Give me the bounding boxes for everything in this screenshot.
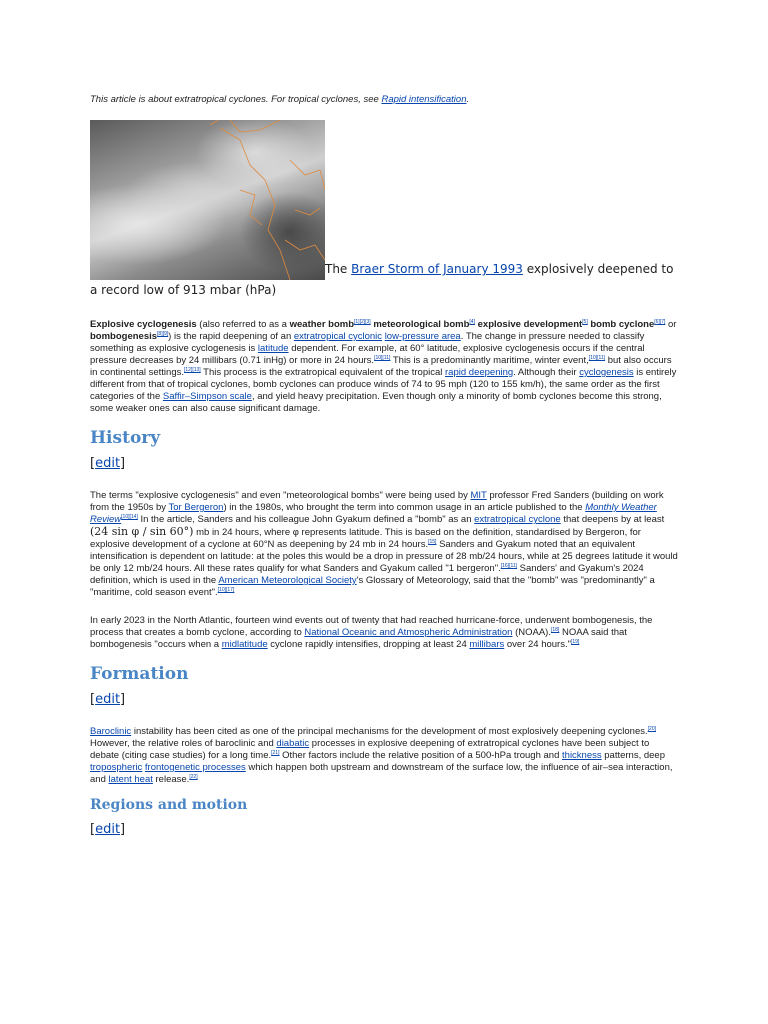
bracket: ] (120, 692, 126, 707)
text: ) is the rapid deepening of an (168, 331, 294, 342)
regions-heading: Regions and motion (90, 797, 248, 813)
ref-link[interactable]: [16] (500, 562, 510, 569)
history-paragraph-2 (90, 615, 678, 651)
bracket: ] (120, 456, 126, 471)
text: However, the relative roles of baroclinic and (90, 738, 277, 749)
ref-link[interactable]: [5] (582, 318, 588, 325)
text: release. (152, 774, 190, 785)
storm-figure (90, 120, 680, 301)
millibars-link[interactable]: millibars (469, 639, 505, 650)
term-explosive-development: explosive development (477, 319, 583, 330)
text: This process is the extratropical equivalent of the tropical (200, 367, 446, 378)
diabatic-link[interactable]: diabatic (276, 738, 310, 749)
rapid-intensification-link[interactable]: Rapid intensification (381, 94, 467, 105)
formation-paragraph (90, 726, 678, 786)
text: over 24 hours." (504, 639, 571, 650)
formation-edit-link[interactable]: edit (95, 692, 121, 707)
ref-link[interactable]: [10][11] (374, 354, 391, 361)
ref-link[interactable]: [8][9] (157, 330, 169, 337)
low-pressure-area-link[interactable]: low-pressure area (384, 331, 461, 342)
text: which happen both upstream and downstream of the surface low, the influence of air–sea interaction, and (90, 762, 673, 785)
text: cyclone rapidly intensifies, dropping at least 24 (267, 639, 470, 650)
ref-link[interactable]: [15] (428, 538, 437, 545)
text: Other factors include the relative position of a 500-hPa trough and (279, 750, 563, 761)
extratropical-cyclone-link[interactable]: extratropical cyclone (474, 514, 561, 525)
tropospheric-link[interactable]: tropospheric (90, 762, 143, 773)
bracket: [ (90, 456, 96, 471)
noaa-link[interactable]: National Oceanic and Atmospheric Administration (304, 627, 513, 638)
text: (also referred to as a (196, 319, 290, 330)
text: In the article, Sanders and his colleague John Gyakum defined a "bomb" as an (137, 514, 475, 525)
text: is entirely different from that of tropical cyclones, bomb cyclones can produce winds of 74 to 95 mph (120 to 155 km/h), the same order as the first categories of the (90, 367, 677, 402)
text: patterns, deep (601, 750, 666, 761)
baroclinic-link[interactable]: Baroclinic (90, 726, 132, 737)
text: but also occurs in continental settings. (90, 355, 672, 378)
term-bomb-cyclone: bomb cyclone (590, 319, 655, 330)
text: or (665, 319, 677, 330)
formation-heading: Formation (90, 664, 189, 684)
ref-link[interactable]: [20] (647, 725, 656, 732)
ref-link[interactable]: [4] (469, 318, 475, 325)
hatnote-end: . (466, 94, 470, 105)
ref-link[interactable]: [22] (189, 773, 198, 780)
ref-link[interactable]: [10][11] (588, 354, 606, 361)
latitude-link[interactable]: latitude (257, 343, 289, 354)
text: professor Fred Sanders (building on work from the 1950s by (90, 490, 664, 513)
term-weather-bomb: weather bomb (289, 319, 355, 330)
rapid-deepening-link[interactable]: rapid deepening (445, 367, 514, 378)
ref-link[interactable]: [19] (570, 638, 580, 645)
cyclogenesis-link[interactable]: cyclogenesis (579, 367, 634, 378)
text: (NOAA). (512, 627, 551, 638)
text: Sanders and Gyakum noted that an equivalent intensification is dependent on latitude: at the poles this would be a drop in pressure of 28 mb/24 hours, while at 25 degrees latitude it would be only 12 mb/24 hours. All these rates qualify for what Sanders and Gyakum called "1 bergeron". (90, 539, 678, 574)
monthly-weather-review-link[interactable]: Monthly Weather Review (90, 502, 657, 525)
text: , and yield heavy precipitation. Even though only a minority of bomb cyclones become this strong, some weaker ones can also cause significant damage. (90, 391, 662, 414)
text: . Although their (513, 367, 580, 378)
text: This is a predominantly maritime, winter event, (390, 355, 589, 366)
formation-edit (90, 692, 125, 707)
formula: (24 sin φ / sin 60°) (90, 525, 194, 538)
text: In early 2023 in the North Atlantic, fourteen wind events out of twenty that had reached hurricane-force, underwent bombogenesis, the process that creates a bomb cyclone, according to (90, 615, 653, 638)
term-bombogenesis: bombogenesis (90, 331, 158, 342)
ref-link[interactable]: [12][13] (184, 366, 201, 373)
satellite-image[interactable] (90, 120, 325, 280)
text: NOAA said that bombogenesis "occurs when a (90, 627, 627, 650)
ref-link[interactable]: [21] (271, 749, 280, 756)
history-paragraph-1 (90, 490, 678, 599)
ams-link[interactable]: American Meteorological Society (218, 575, 357, 586)
regions-edit-link[interactable]: edit (95, 822, 121, 837)
tor-bergeron-link[interactable]: Tor Bergeron (168, 502, 224, 513)
term-explosive-cyclogenesis: Explosive cyclogenesis (90, 319, 197, 330)
midlatitude-link[interactable]: midlatitude (221, 639, 268, 650)
text: The terms "explosive cyclogenesis" and even "meteorological bombs" were being used by (90, 490, 471, 501)
text: processes in explosive deepening of extratropical cyclones have been subject to debate (citing case studies) for a long time. (90, 738, 650, 761)
text: ) in the 1980s, who brought the term into common usage in an article published to the (223, 502, 586, 513)
ref-link[interactable]: [1][2][3] (354, 318, 371, 325)
ref-link[interactable]: [10][17] (217, 586, 235, 593)
bracket: [ (90, 822, 96, 837)
caption-post: explosively deepened to a record low of 913 mbar (hPa) (90, 262, 674, 297)
caption-pre: The (325, 262, 352, 276)
text: mb in 24 hours, where φ represents latitude. This is based on the definition, standardised by Bergeron, for explosive development of a cyclone at 60°N as deepening by 24 mb in 24 hours. (90, 527, 641, 550)
hatnote (90, 94, 690, 106)
bracket: [ (90, 692, 96, 707)
text: Sanders' and Gyakum's 2024 definition, which is used in the (90, 563, 644, 586)
bracket: ] (120, 822, 126, 837)
ref-link[interactable]: [11] (509, 562, 518, 569)
intro-paragraph (90, 319, 678, 415)
history-edit (90, 456, 125, 471)
text: that deepens by at least (560, 514, 665, 525)
saffir-simpson-link[interactable]: Saffir–Simpson scale (162, 391, 252, 402)
extratropical-cyclonic-link[interactable]: extratropical cyclonic (293, 331, 383, 342)
frontogenetic-processes-link[interactable]: frontogenetic processes (144, 762, 246, 773)
mit-link[interactable]: MIT (470, 490, 487, 501)
text: instability has been cited as one of the principal mechanisms for the development of most explosively deepening cyclones. (131, 726, 648, 737)
history-heading: History (90, 428, 161, 448)
text: 's Glossary of Meteorology, said that the "bomb" was "predominantly" a "maritime, cold season event". (90, 575, 655, 598)
hatnote-text: This article is about extratropical cyclones. For tropical cyclones, see (90, 94, 382, 105)
history-edit-link[interactable]: edit (95, 456, 121, 471)
ref-link[interactable]: [10][14] (121, 513, 138, 520)
text: . The change in pressure needed to classify something as explosive cyclogenesis is (90, 331, 645, 354)
regions-edit (90, 822, 125, 837)
braer-storm-link[interactable]: Braer Storm of January 1993 (351, 262, 523, 276)
text: dependent. For example, at 60° latitude, explosive cyclogenesis occurs if the central pressure decreases by 24 millibars (0.71 inHg) or more in 24 hours. (90, 343, 645, 366)
ref-link[interactable]: [18] (550, 626, 560, 633)
latent-heat-link[interactable]: latent heat (108, 774, 153, 785)
thickness-link[interactable]: thickness (562, 750, 602, 761)
term-meteorological-bomb: meteorological bomb (373, 319, 470, 330)
ref-link[interactable]: [6][7] (654, 318, 666, 325)
